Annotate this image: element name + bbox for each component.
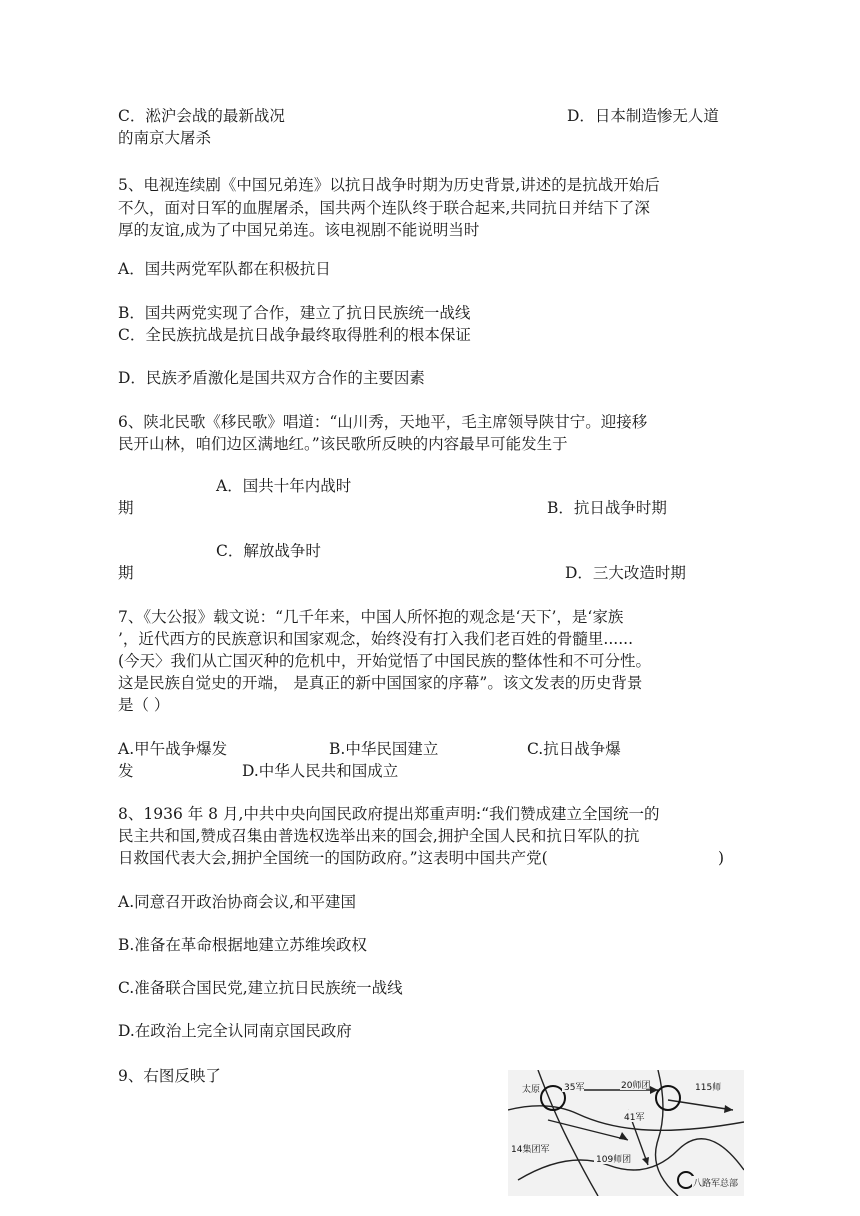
q7-option-c-continuation: 发 — [118, 762, 134, 780]
map-label: 115师 — [695, 1083, 722, 1093]
q7-stem-line: 是（ ） — [118, 696, 170, 714]
q7-stem-line: 7、《大公报》载文说：“几千年来，中国人所怀抱的观念是‘天下’，是‘家族 — [118, 608, 624, 626]
q5-stem-line: 5、电视连续剧《中国兄弟连》以抗日战争时期为历史背景,讲述的是抗战开始后 — [118, 176, 660, 194]
q8-stem-paren-close: ) — [718, 849, 725, 867]
q8-option-a: A.同意召开政治协商会议,和平建国 — [118, 893, 357, 911]
q4-option-c: C．淞沪会战的最新战况 — [118, 107, 285, 125]
q7-option-a: A.甲午战争爆发 — [118, 740, 228, 758]
q6-stem-line: 6、陕北民歌《移民歌》唱道：“山川秀，天地平，毛主席领导陕甘宁。迎接移 — [118, 413, 648, 431]
map-label: 35军 — [564, 1083, 585, 1093]
q6-option-a: A．国共十年内战时 — [216, 477, 352, 495]
q6-option-a-continuation: 期 — [118, 499, 134, 517]
q6-stem-line: 民开山林，咱们边区满地红。”该民歌所反映的内容最早可能发生于 — [118, 435, 568, 453]
q7-option-b: B.中华民国建立 — [329, 740, 439, 758]
q5-option-d: D．民族矛盾激化是国共双方合作的主要因素 — [118, 369, 425, 387]
q4-option-d-continuation: 的南京大屠杀 — [118, 129, 212, 147]
map-label: 20师团 — [621, 1081, 651, 1091]
q7-option-d: D.中华人民共和国成立 — [242, 762, 399, 780]
q8-option-d: D.在政治上完全认同南京国民政府 — [118, 1022, 352, 1040]
q7-stem-line: (今天〉我们从亡国灭种的危机中，开始觉悟了中国民族的整体性和不可分性。 — [118, 652, 652, 670]
map-label: 109师团 — [596, 1155, 632, 1165]
q6-option-d: D．三大改造时期 — [565, 564, 686, 582]
q5-option-a: A．国共两党军队都在积极抗日 — [118, 260, 331, 278]
q5-stem-line: 不久，面对日军的血腥屠杀，国共两个连队终于联合起来,共同抗日并结下了深 — [118, 199, 650, 217]
q7-option-c: C.抗日战争爆 — [527, 740, 621, 758]
map-label: 八路军总部 — [693, 1179, 739, 1189]
battle-map-image — [508, 1070, 744, 1196]
map-label: 太原 — [522, 1085, 541, 1095]
map-label: 14集团军 — [511, 1145, 550, 1155]
q6-option-c: C．解放战争时 — [216, 542, 321, 560]
q8-stem-line: 8、1936 年 8 月,中共中央向国民政府提出郑重声明:“我们赞成建立全国统一的 — [118, 805, 660, 823]
battle-map-graphic — [508, 1070, 744, 1196]
q8-option-c: C.准备联合国民党,建立抗日民族统一战线 — [118, 979, 403, 997]
map-label: 41军 — [624, 1113, 645, 1123]
q8-stem-line: 日救国代表大会,拥护全国统一的国防政府。”这表明中国共产党( — [118, 849, 548, 867]
q8-stem-line: 民主共和国,赞成召集由普选权选举出来的国会,拥护全国人民和抗日军队的抗 — [118, 827, 640, 845]
q7-stem-line: ’，近代西方的民族意识和国家观念，始终没有打入我们老百姓的骨髓里...... — [118, 630, 633, 648]
q7-stem-line: 这是民族自觉史的开端， 是真正的新中国国家的序幕”。该文发表的历史背景 — [118, 674, 643, 692]
q5-option-c: C．全民族抗战是抗日战争最终取得胜利的根本保证 — [118, 326, 471, 344]
q6-option-b: B．抗日战争时期 — [547, 499, 667, 517]
q4-option-d: D．日本制造惨无人道 — [567, 107, 719, 125]
q6-option-c-continuation: 期 — [118, 564, 134, 582]
q9-stem: 9、右图反映了 — [118, 1067, 221, 1085]
q5-stem-line: 厚的友谊,成为了中国兄弟连。该电视剧不能说明当时 — [118, 221, 480, 239]
q5-option-b: B．国共两党实现了合作，建立了抗日民族统一战线 — [118, 304, 471, 322]
q8-option-b: B.准备在革命根据地建立苏维埃政权 — [118, 936, 367, 954]
